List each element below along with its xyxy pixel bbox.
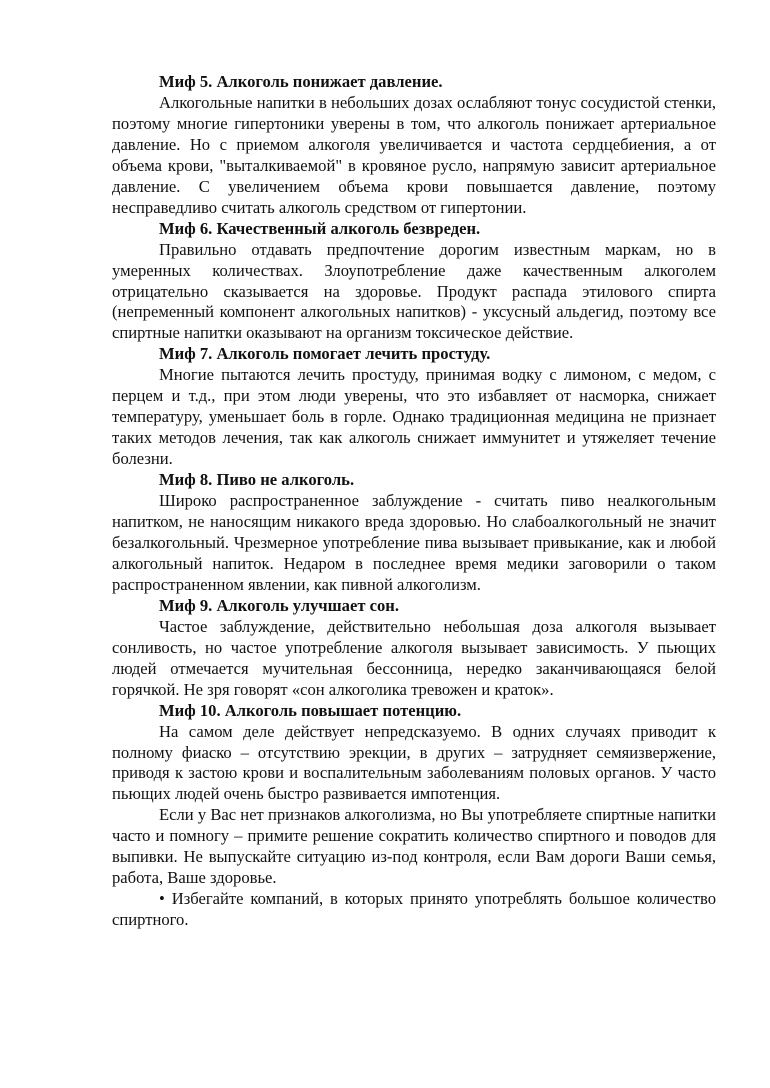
myth-6-heading: Миф 6. Качественный алкоголь безвреден. bbox=[159, 218, 481, 238]
myth-10-paragraph: На самом деле действует непредсказуемо. В одних случаях приводит к полному фиаско – отсутствию эрекции, в других – затрудняет семяизвержение, приводя к застою крови и воспалительным заболеваниям половых органов. У часто пьющих людей очень быстро развивается импотенция. bbox=[112, 721, 716, 804]
myth-5-heading: Миф 5. Алкоголь понижает давление. bbox=[159, 72, 443, 91]
document-page bbox=[112, 72, 716, 931]
myth-9-paragraph: Частое заблуждение, действительно небольшая доза алкоголя вызывает сонливость, но частое употребление алкоголя вызывает зависимость. У пьющих людей отмечается мучительная бессонница, нередко заканчивающаяся белой горячкой. Не зря говорят «сон алкоголика тревожен и краток». bbox=[112, 616, 716, 699]
myth-8-paragraph: Широко распространенное заблуждение - считать пиво неалкогольным напитком, не наносящим никакого вреда здоровью. Но слабоалкогольный не значит безалкогольный. Чрезмерное употребление пива вызывает привыкание, как и любой алкогольный напиток. Недаром в последнее время медики заговорили о таком распространенном явлении, как пивной алкоголизм. bbox=[112, 491, 716, 594]
myth-5-paragraph: Алкогольные напитки в небольших дозах ослабляют тонус сосудистой стенки, поэтому многие гипертоники уверены в том, что алкоголь понижает артериальное давление. Но с приемом алкоголя увеличивается и частота сердцебиения, а от объема крови, "выталкиваемой" в кровяное русло, напрямую зависит артериальное давление. С увеличением объема крови повышается давление, поэтому несправедливо считать алкоголь средством от гипертонии. bbox=[112, 92, 716, 217]
myth-7-heading: Миф 7. Алкоголь помогает лечить простуду. bbox=[159, 344, 491, 364]
myth-7-paragraph: Многие пытаются лечить простуду, принимая водку с лимоном, с медом, с перцем и т.д., при этом люди уверены, что это избавляет от насморка, снижает температуру, уменьшает боль в горле. Однако традиционная медицина не признает таких методов лечения, так как алкоголь снижает иммунитет и утяжеляет течение болезни. bbox=[112, 365, 716, 469]
myth-9-heading: Миф 9. Алкоголь улучшает сон. bbox=[159, 595, 400, 615]
advice-bullet-item: • Избегайте компаний, в которых принято употреблять большое количество спиртного. bbox=[112, 889, 716, 930]
advice-paragraph: Если у Вас нет признаков алкоголизма, но Вы употребляете спиртные напитки часто и помногу – примите решение сократить количество спиртного и поводов для выпивки. Не выпускайте ситуацию из-под контроля, если Вам дороги Ваши семья, работа, Ваше здоровье. bbox=[112, 805, 716, 888]
myth-10-heading: Миф 10. Алкоголь повышает потенцию. bbox=[159, 700, 462, 720]
myth-6-paragraph: Правильно отдавать предпочтение дорогим известным маркам, но в умеренных количествах. Злоупотребление даже качественным алкоголем отрицательно сказывается на здоровье. Продукт распада этилового спирта (непременный компонент алкогольных напитков) - уксусный альдегид, поэтому все спиртные напитки оказывают на организм токсическое действие. bbox=[112, 239, 716, 343]
myth-8-heading: Миф 8. Пиво не алкоголь. bbox=[159, 470, 355, 490]
